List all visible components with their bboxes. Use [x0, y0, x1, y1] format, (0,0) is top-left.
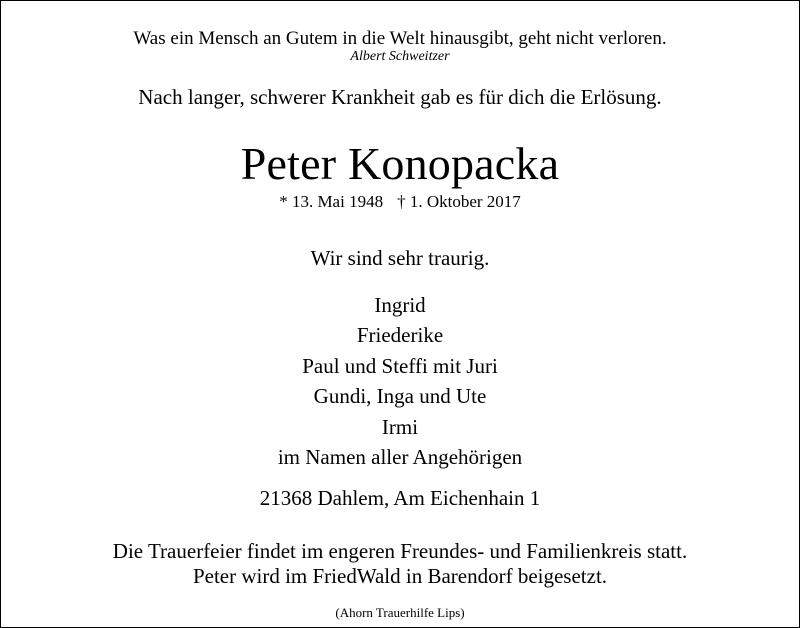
- birth-date: * 13. Mai 1948: [279, 192, 384, 211]
- burial-notice: Peter wird im FriedWald in Barendorf beigesetzt.: [192, 564, 608, 588]
- mourner-item: Friederike: [356, 323, 444, 348]
- deceased-name: Peter Konopacka: [240, 138, 560, 189]
- mourner-item: Paul und Steffi mit Juri: [302, 353, 498, 378]
- mourner-item: Ingrid: [374, 293, 426, 317]
- quote-author: Albert Schweitzer: [350, 49, 450, 64]
- death-date: † 1. Oktober 2017: [397, 192, 521, 211]
- life-dates: [0, 193, 800, 210]
- address: 21368 Dahlem, Am Eichenhain 1: [259, 486, 541, 510]
- undertaker-credit: (Ahorn Trauerhilfe Lips): [335, 605, 465, 620]
- mourner-item: Gundi, Inga und Ute: [313, 384, 487, 409]
- funeral-notice: Die Trauerfeier findet im engeren Freundes- und Familienkreis statt.: [112, 539, 688, 563]
- quote-text: Was ein Mensch an Gutem in die Welt hinausgibt, geht nicht verloren.: [133, 28, 667, 49]
- mourner-item: im Namen aller Angehörigen: [277, 444, 523, 469]
- mourners-list: [0, 290, 800, 472]
- intro-text: Nach langer, schwerer Krankheit gab es für dich die Erlösung.: [138, 85, 662, 109]
- mourner-item: Irmi: [381, 414, 419, 439]
- sentiment-text: Wir sind sehr traurig.: [310, 246, 490, 270]
